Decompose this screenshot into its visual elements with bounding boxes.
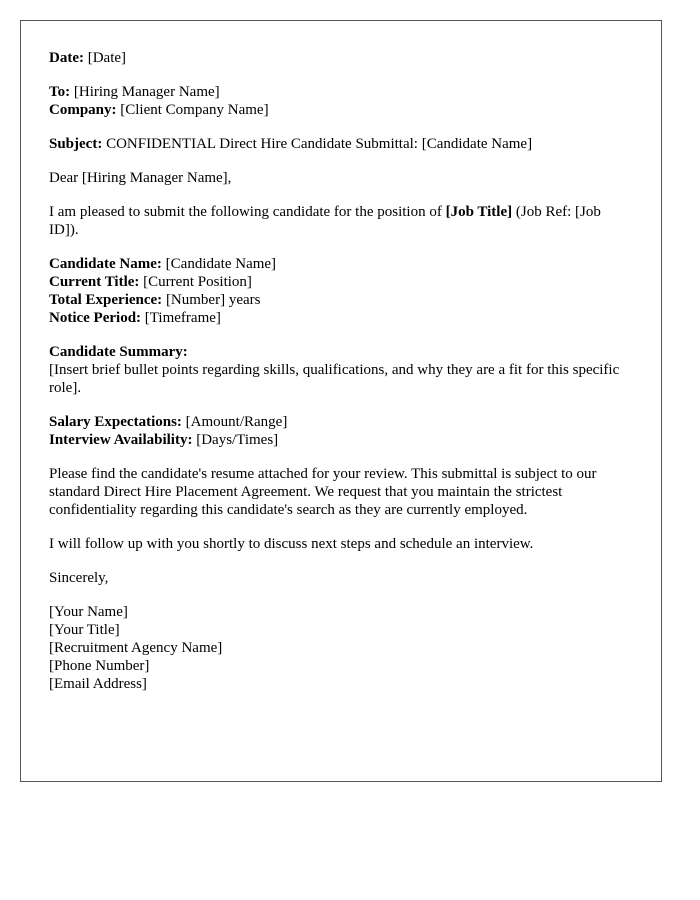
job-title: [Job Title] (445, 204, 513, 220)
company-label: Company: (49, 102, 117, 118)
closing: Sincerely, (49, 570, 109, 586)
salary-value: [Amount/Range] (185, 414, 288, 430)
availability-line (49, 431, 633, 449)
recipient-block (49, 83, 633, 119)
experience-line (49, 291, 633, 309)
availability-value: [Days/Times] (196, 432, 279, 448)
intro-text-before: I am pleased to submit the following candidate for the position of (49, 204, 446, 220)
current-title-label: Current Title: (49, 274, 140, 290)
date-label: Date: (49, 50, 84, 66)
salary-line (49, 413, 633, 431)
to-value: [Hiring Manager Name] (73, 84, 220, 100)
follow-up-paragraph: I will follow up with you shortly to discuss next steps and schedule an interview. (49, 536, 534, 552)
salary-label: Salary Expectations: (49, 414, 182, 430)
notice-period-value: [Timeframe] (144, 310, 221, 326)
candidate-name-value: [Candidate Name] (165, 256, 277, 272)
letter-page (20, 20, 662, 782)
summary-text: [Insert brief bullet points regarding skills, qualifications, and why they are a fit for this specific role]. (49, 362, 620, 396)
intro-paragraph (49, 203, 633, 239)
current-title-line (49, 273, 633, 291)
date-line (49, 49, 633, 67)
signature-agency: [Recruitment Agency Name] (49, 640, 223, 656)
signature-email: [Email Address] (49, 676, 147, 692)
date-value: [Date] (87, 50, 127, 66)
to-label: To: (49, 84, 71, 100)
candidate-name-line (49, 255, 633, 273)
signature-block (49, 603, 633, 693)
subject-line (49, 135, 633, 153)
candidate-details (49, 255, 633, 327)
salutation: Dear [Hiring Manager Name], (49, 170, 232, 186)
summary-label: Candidate Summary: (49, 344, 188, 360)
subject-value: CONFIDENTIAL Direct Hire Candidate Submittal: [Candidate Name] (106, 136, 533, 152)
company-value: [Client Company Name] (120, 102, 269, 118)
notice-period-line (49, 309, 633, 327)
subject-label: Subject: (49, 136, 103, 152)
terms-block (49, 413, 633, 449)
signature-phone: [Phone Number] (49, 658, 150, 674)
experience-label: Total Experience: (49, 292, 163, 308)
signature-title: [Your Title] (49, 622, 120, 638)
availability-label: Interview Availability: (49, 432, 193, 448)
current-title-value: [Current Position] (143, 274, 252, 290)
intro-text-after: (Job Ref: [Job ID]). (49, 204, 601, 238)
notice-period-label: Notice Period: (49, 310, 142, 326)
candidate-name-label: Candidate Name: (49, 256, 162, 272)
company-line (49, 101, 633, 119)
body-paragraph: Please find the candidate's resume attached for your review. This submittal is subject to our standard Direct Hire Placement Agreement. We request that you maintain the strictest confidentiality regarding this candidate's search as they are currently employed. (49, 466, 597, 518)
signature-name: [Your Name] (49, 604, 128, 620)
experience-value: [Number] years (165, 292, 261, 308)
to-line (49, 83, 633, 101)
candidate-summary (49, 343, 633, 397)
